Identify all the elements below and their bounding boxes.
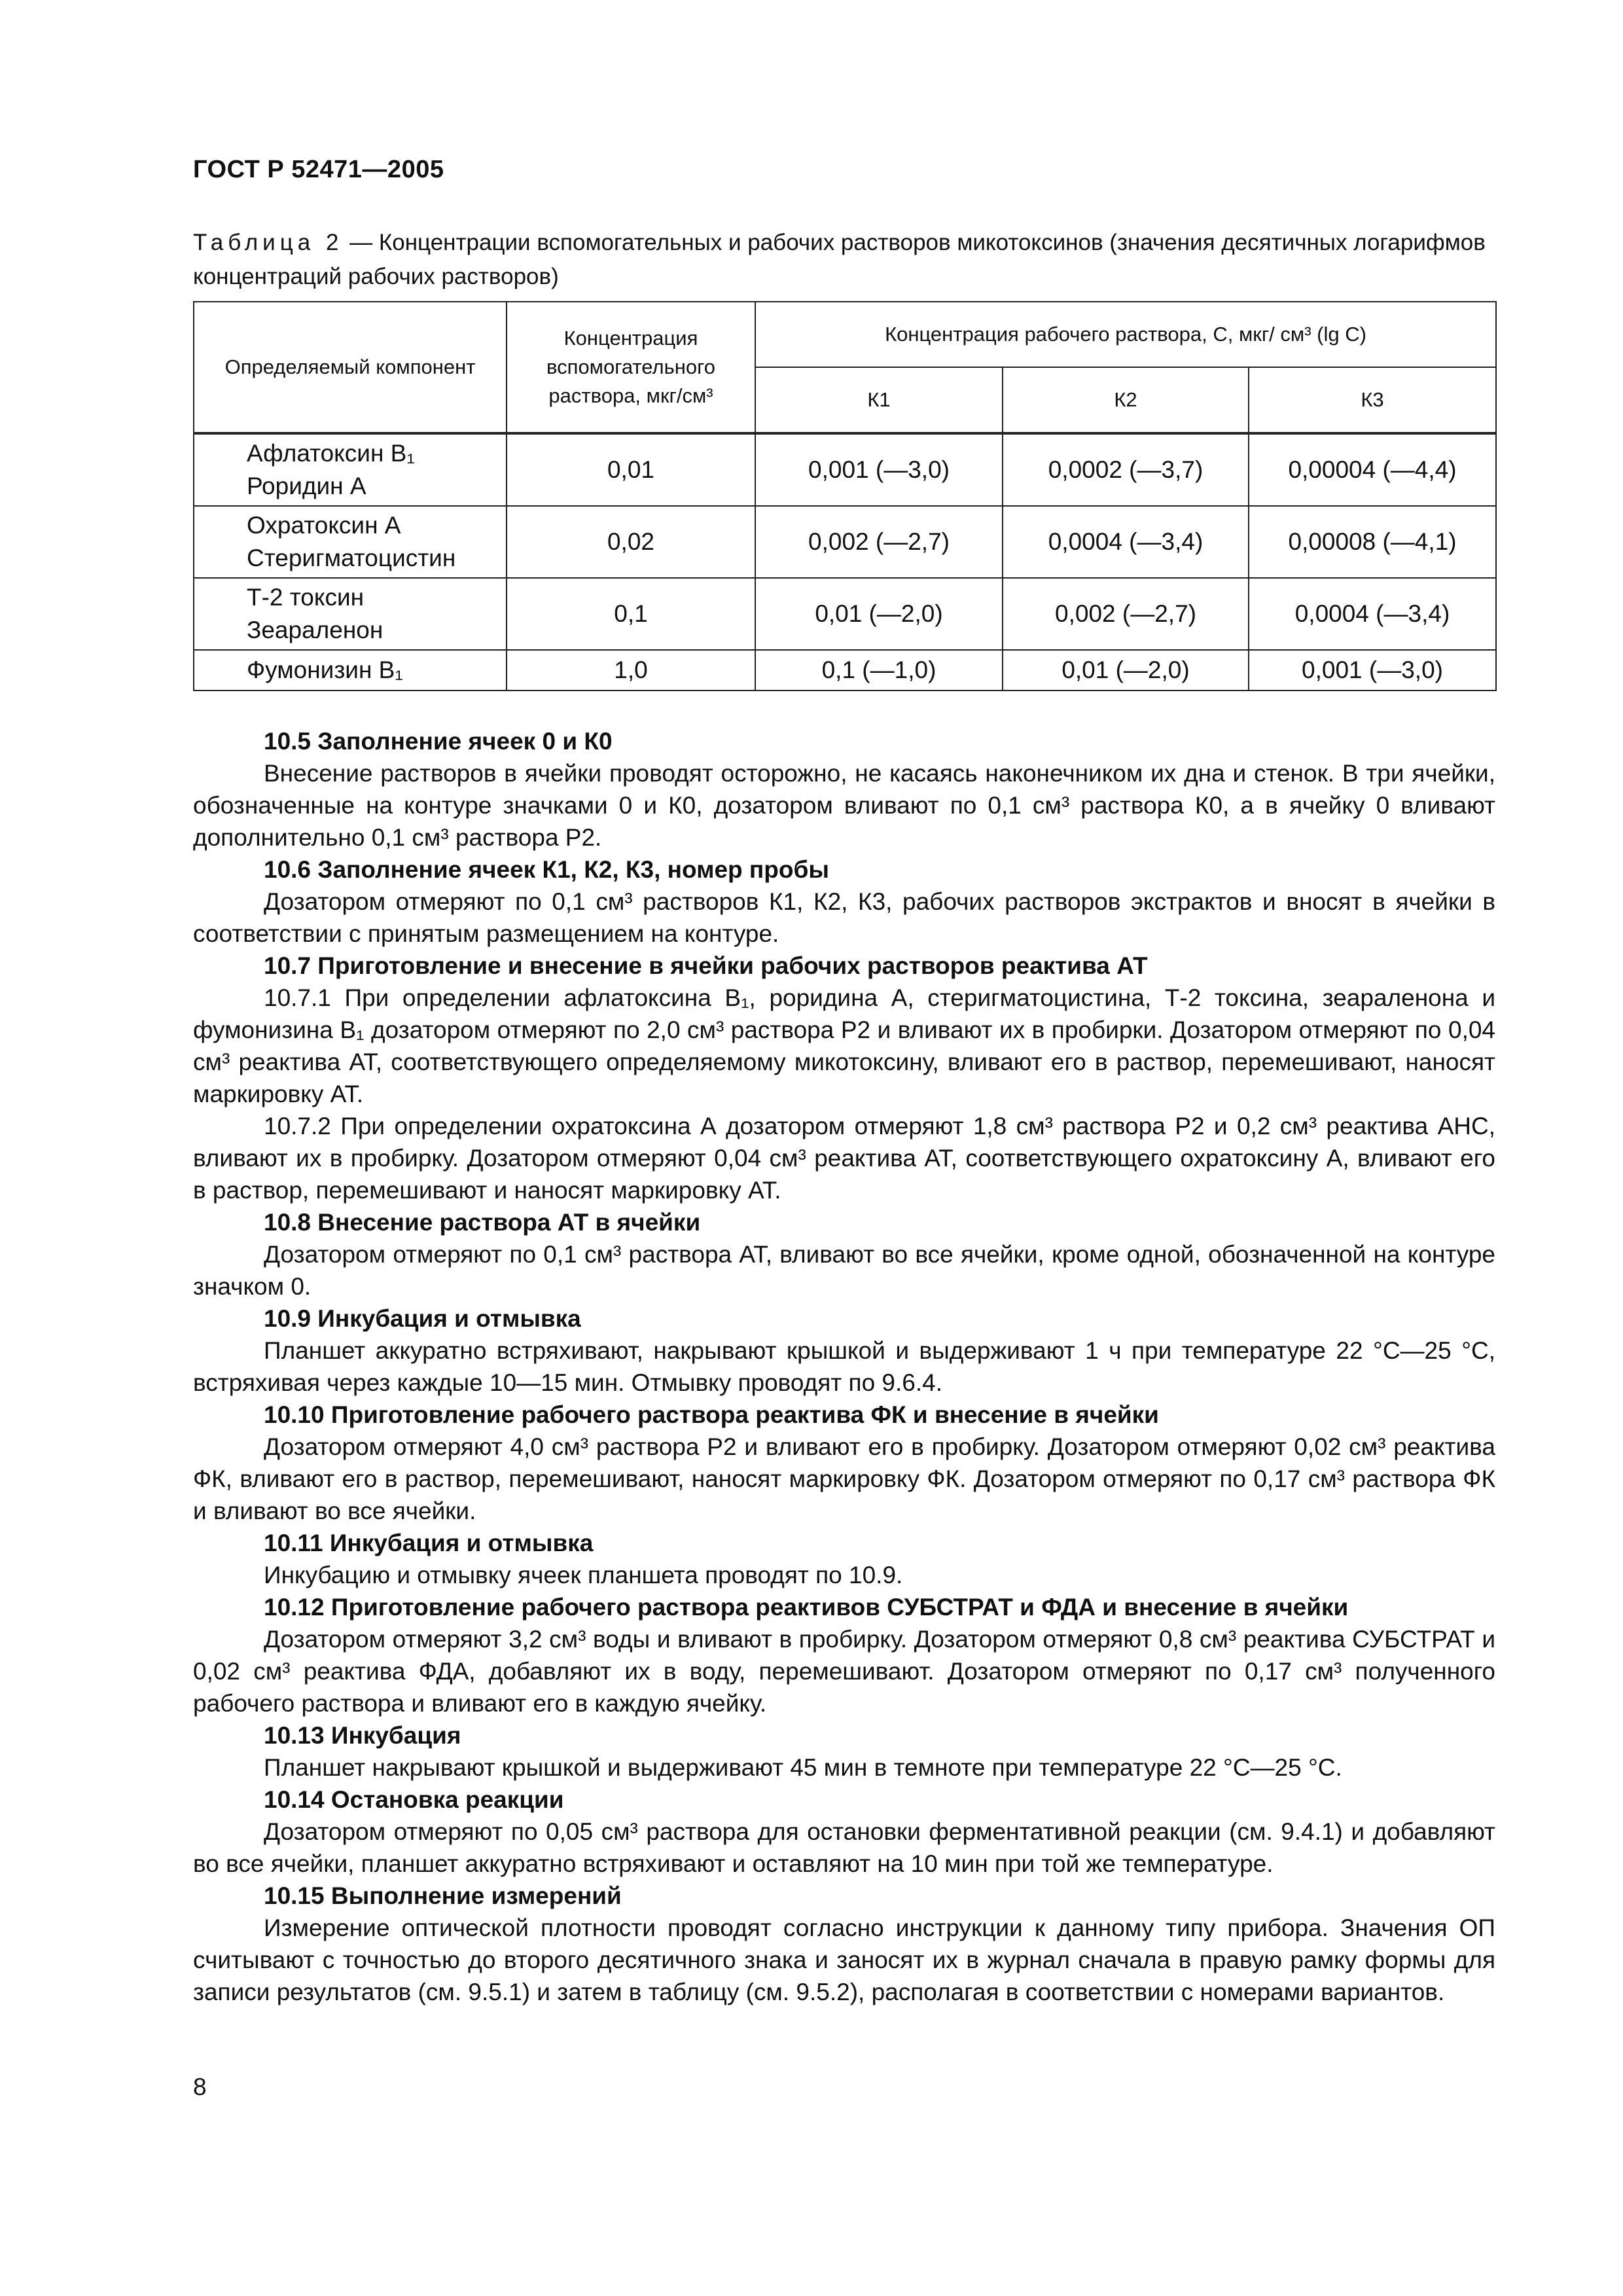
section-title: 10.14 Остановка реакции: [264, 1786, 564, 1813]
component-cell: Т-2 токсин Зеараленон: [194, 578, 507, 650]
table-row: [194, 433, 1496, 506]
paragraph: 10.7.1 При определении афлатоксина В₁, роридина А, стеригматоцистина, Т-2 токсина, зеараленона и фумонизина В₁ дозатором отмеряют по 2,0 см³ раствора Р2 и вливают их в пробирки. Дозатором отмеряют по 0,04 см³ реактива АТ, соответствующего определяемому микотоксину, вливают его в раствор, перемешивают, наносят маркировку АТ.: [193, 984, 1495, 1107]
k3-cell: 0,00004 (—4,4): [1249, 433, 1496, 506]
k1-cell: 0,1 (—1,0): [755, 650, 1003, 691]
k3-cell: 0,0004 (—3,4): [1249, 578, 1496, 650]
document-header: ГОСТ Р 52471—2005: [193, 156, 444, 183]
component-cell: Охратоксин А Стеригматоцистин: [194, 506, 507, 578]
paragraph: Инкубацию и отмывку ячеек планшета проводят по 10.9.: [264, 1562, 903, 1588]
k3-cell: 0,00008 (—4,1): [1249, 506, 1496, 578]
k2-cell: 0,0002 (—3,7): [1003, 433, 1249, 506]
col-header-work-concentration: Концентрация рабочего раствора, С, мкг/ см³ (lg С): [755, 302, 1496, 367]
paragraph: Внесение растворов в ячейки проводят осторожно, не касаясь наконечником их дна и стенок. В три ячейки, обозначенные на контуре значками 0 и К0, дозатором вливают по 0,1 см³ раствора К0, а в ячейку 0 вливают дополнительно 0,1 см³ раствора Р2.: [193, 760, 1495, 851]
col-header-k3: К3: [1249, 367, 1496, 433]
paragraph: Планшет накрывают крышкой и выдерживают 45 мин в темноте при температуре 22 °С—25 °С.: [264, 1754, 1342, 1781]
k2-cell: 0,0004 (—3,4): [1003, 506, 1249, 578]
component-cell: Фумонизин В₁: [194, 650, 507, 691]
paragraph: Дозатором отмеряют по 0,05 см³ раствора для остановки ферментативной реакции (см. 9.4.1) и добавляют во все ячейки, планшет аккуратно встряхивают и оставляют на 10 мин при той же температуре.: [193, 1818, 1495, 1877]
k1-cell: 0,01 (—2,0): [755, 578, 1003, 650]
table-row: [194, 650, 1496, 691]
section-title: 10.12 Приготовление рабочего раствора реактивов СУБСТРАТ и ФДА и внесение в ячейки: [264, 1594, 1349, 1621]
aux-cell: 0,1: [507, 578, 755, 650]
col-header-k2: К2: [1003, 367, 1249, 433]
aux-cell: 0,02: [507, 506, 755, 578]
page-number: 8: [193, 2073, 207, 2100]
k2-cell: 0,002 (—2,7): [1003, 578, 1249, 650]
aux-cell: 1,0: [507, 650, 755, 691]
component-cell: Афлатоксин В₁ Роридин А: [194, 433, 507, 506]
col-header-k1: К1: [755, 367, 1003, 433]
paragraph: Дозатором отмеряют 3,2 см³ воды и вливают в пробирку. Дозатором отмеряют 0,8 см³ реактива СУБСТРАТ и 0,02 см³ реактива ФДА, добавляют их в воду, перемешивают. Дозатором отмеряют по 0,17 см³ полученного рабочего раствора и вливают его в каждую ячейку.: [193, 1626, 1495, 1717]
concentration-table: [193, 301, 1497, 691]
section-title: 10.15 Выполнение измерений: [264, 1882, 622, 1909]
table-caption: [193, 226, 1495, 294]
paragraph: Дозатором отмеряют по 0,1 см³ растворов К1, К2, К3, рабочих растворов экстрактов и вносят в ячейки в соответствии с принятым размещением на контуре.: [193, 888, 1495, 947]
table-row: [194, 506, 1496, 578]
section-title: 10.9 Инкубация и отмывка: [264, 1305, 581, 1332]
document-body: [193, 725, 1495, 2008]
paragraph: Дозатором отмеряют 4,0 см³ раствора Р2 и вливают его в пробирку. Дозатором отмеряют 0,02 см³ реактива ФК, вливают его в раствор, перемешивают, наносят маркировку ФК. Дозатором отмеряют по 0,17 см³ раствора ФК и вливают во все ячейки.: [193, 1433, 1495, 1524]
paragraph: Дозатором отмеряют по 0,1 см³ раствора АТ, вливают во все ячейки, кроме одной, обозначенной на контуре значком 0.: [193, 1241, 1495, 1300]
section-title: 10.5 Заполнение ячеек 0 и К0: [264, 728, 613, 755]
section-title: 10.11 Инкубация и отмывка: [264, 1530, 594, 1556]
col-header-aux-concentration: Концентрация вспомогательного раствора, мкг/см³: [507, 302, 755, 433]
section-title: 10.13 Инкубация: [264, 1722, 461, 1749]
paragraph: 10.7.2 При определении охратоксина А дозатором отмеряют 1,8 см³ раствора Р2 и 0,2 см³ реактива АНС, вливают их в пробирку. Дозатором отмеряют 0,04 см³ реактива АТ, соответствующего охратоксину А, вливают его в раствор, перемешивают и наносят маркировку АТ.: [193, 1113, 1495, 1204]
table-caption-lead: Таблица 2: [193, 230, 344, 255]
table-row: [194, 578, 1496, 650]
section-title: 10.7 Приготовление и внесение в ячейки рабочих растворов реактива АТ: [264, 952, 1148, 979]
paragraph: Планшет аккуратно встряхивают, накрывают крышкой и выдерживают 1 ч при температуре 22 °С—25 °С, встряхивая через каждые 10—15 мин. Отмывку проводят по 9.6.4.: [193, 1337, 1495, 1396]
section-title: 10.6 Заполнение ячеек К1, К2, К3, номер пробы: [264, 856, 829, 883]
col-header-component: Определяемый компонент: [194, 302, 507, 433]
k1-cell: 0,001 (—3,0): [755, 433, 1003, 506]
table-caption-text: — Концентрации вспомогательных и рабочих растворов микотоксинов (значения десятичных логарифмов концентраций рабочих растворов): [193, 230, 1486, 289]
section-title: 10.10 Приготовление рабочего раствора реактива ФК и внесение в ячейки: [264, 1401, 1159, 1428]
k1-cell: 0,002 (—2,7): [755, 506, 1003, 578]
paragraph: Измерение оптической плотности проводят согласно инструкции к данному типу прибора. Значения ОП считывают с точностью до второго десятичного знака и заносят их в журнал сначала в правую рамку формы для записи результатов (см. 9.5.1) и затем в таблицу (см. 9.5.2), располагая в соответствии с номерами вариантов.: [193, 1914, 1495, 2005]
k3-cell: 0,001 (—3,0): [1249, 650, 1496, 691]
k2-cell: 0,01 (—2,0): [1003, 650, 1249, 691]
aux-cell: 0,01: [507, 433, 755, 506]
section-title: 10.8 Внесение раствора АТ в ячейки: [264, 1209, 701, 1236]
